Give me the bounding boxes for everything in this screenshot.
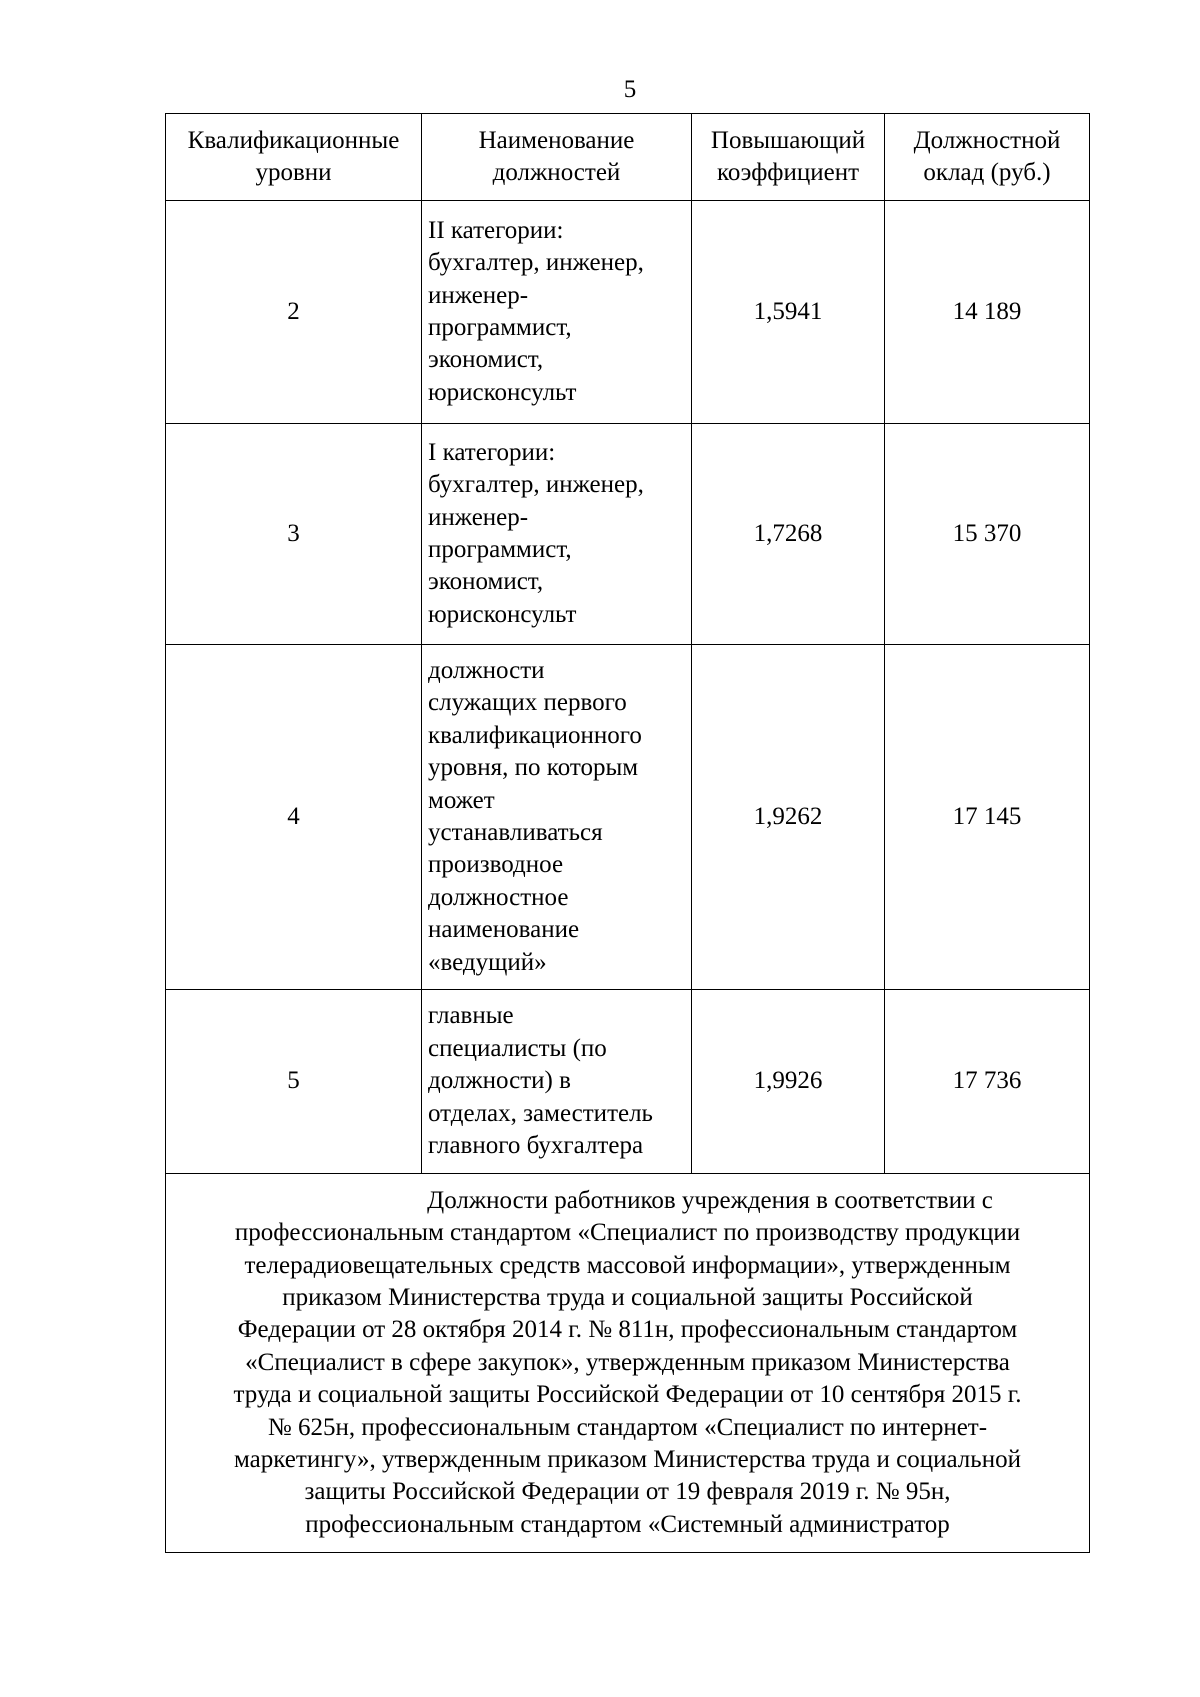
qualification-level-cell: 4 [166,645,422,990]
coefficient-cell: 1,9262 [692,645,885,990]
footer-line: маркетингу», утвержденным приказом Министерства труда и социальной [234,1446,1021,1474]
footer-line: профессиональным стандартом «Специалист по производству продукции [234,1219,1021,1247]
coefficient-cell: 1,9926 [692,990,885,1174]
salary-cell: 15 370 [885,424,1090,645]
position-title-line: квалификационного [428,721,642,749]
salary-cell: 14 189 [885,201,1090,424]
footer-line: профессиональным стандартом «Системный администратор [305,1510,950,1538]
position-title-line: отделах, заместитель [428,1099,653,1127]
page-number: 5 [623,76,637,103]
salary-cell: 17 736 [885,990,1090,1174]
header-line: должностей [492,159,621,186]
position-title-line: юрисконсульт [428,378,577,406]
position-title-line: бухгалтер, инженер, [428,249,644,277]
position-title-line: программист, [428,314,572,341]
position-title-line: производное [428,851,564,879]
table-row [166,645,1090,990]
position-title-line: инженер- [428,503,529,531]
position-title-line: «ведущий» [428,948,547,976]
table-row [166,424,1090,645]
header-line: Квалификационные [187,126,400,154]
position-title-line: должности [428,656,545,684]
position-title-line: главные [428,1002,514,1030]
footer-line: труда и социальной защиты Российской Федерации от 10 сентября 2015 г. [233,1381,1022,1409]
position-title-line: I категории: [428,438,556,466]
table-footer-row [166,1174,1090,1553]
header-salary [885,114,1090,201]
position-title-line: уровня, по которым [428,754,639,782]
position-title-cell [422,201,692,424]
position-title-line: экономист, [428,568,544,596]
position-title-line: программист, [428,536,572,563]
position-title-line: устанавливаться [428,819,603,846]
position-title-line: бухгалтер, инженер, [428,471,644,499]
position-title-line: должностное [428,883,569,911]
salary-cell: 17 145 [885,645,1090,990]
header-coefficient [692,114,885,201]
footer-line: телерадиовещательных средств массовой информации», утвержденным [244,1251,1011,1279]
position-title-cell [422,424,692,645]
table-row [166,990,1090,1174]
table-row [166,201,1090,424]
footer-line: «Специалист в сфере закупок», утвержденным приказом Министерства [245,1348,1010,1376]
footer-line: приказом Министерства труда и социальной защиты Российской [282,1283,973,1311]
header-line: коэффициент [716,159,860,186]
position-title-line: должности) в [428,1067,571,1095]
table-header-row [166,114,1090,201]
footer-line: Федерации от 28 октября 2014 г. № 811н, профессиональным стандартом [237,1316,1018,1344]
footer-paragraph-cell [166,1174,1090,1553]
footer-line: Должности работников учреждения в соответствии с [427,1186,993,1214]
position-title-line: экономист, [428,346,544,374]
coefficient-cell: 1,5941 [692,201,885,424]
qualification-level-cell: 3 [166,424,422,645]
header-line: уровни [255,159,332,186]
header-line: Повышающий [710,126,866,154]
position-title-line: наименование [428,916,580,944]
position-title-line: служащих первого [428,689,627,717]
header-qualification-levels [166,114,422,201]
position-title-line: специалисты (по [428,1034,607,1062]
position-title-line: может [428,786,495,814]
qualification-level-cell: 5 [166,990,422,1174]
header-line: оклад (руб.) [923,159,1051,186]
footer-line: № 625н, профессиональным стандартом «Специалист по интернет- [267,1413,988,1441]
coefficient-cell: 1,7268 [692,424,885,645]
header-line: Должностной [913,126,1061,154]
position-title-line: II категории: [428,216,564,244]
footer-line: защиты Российской Федерации от 19 февраля 2019 г. № 95н, [304,1478,951,1506]
position-title-line: юрисконсульт [428,600,577,628]
position-title-line: главного бухгалтера [428,1132,644,1160]
position-title-line: инженер- [428,281,529,309]
position-title-cell [422,645,692,990]
salary-table [165,113,1090,1553]
header-line: Наименование [478,126,635,154]
qualification-level-cell: 2 [166,201,422,424]
position-title-cell [422,990,692,1174]
header-position-names [422,114,692,201]
